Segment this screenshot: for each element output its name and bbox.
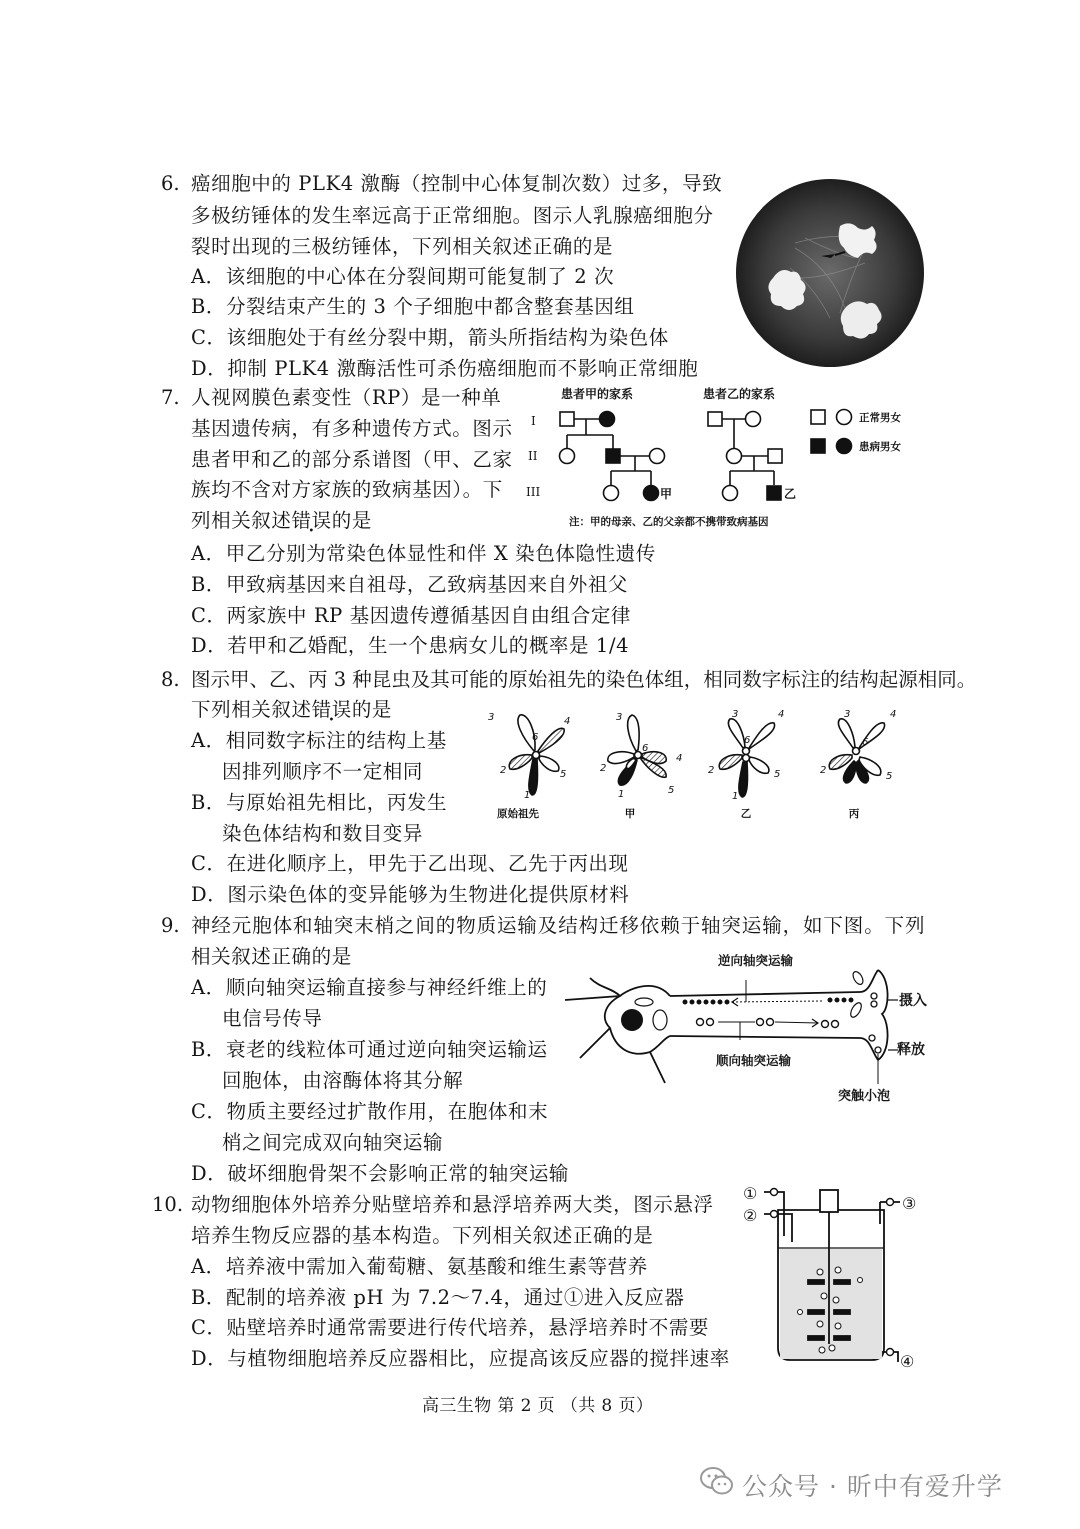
- chrom-num: 5: [668, 785, 675, 796]
- port-1: ①: [743, 1184, 758, 1203]
- label-retrograde: 逆向轴突运输: [718, 953, 794, 968]
- q6-stem-2: 多极纺锤体的发生率远高于正常细胞。图示人乳腺癌细胞分: [191, 204, 714, 227]
- q8-option-c: C．在进化顺序上，甲先于乙出现、乙先于丙出现: [191, 852, 629, 875]
- watermark-text: 公众号 · 昕中有爱升学: [742, 1472, 1003, 1501]
- pedigree-lines: [525, 383, 930, 533]
- q7-stem-2: 基因遗传病，有多种遗传方式。图示: [191, 417, 513, 440]
- q10-option-b: B．配制的培养液 pH 为 7.2～7.4，通过①进入反应器: [191, 1286, 685, 1309]
- chrom-num: 3: [616, 712, 623, 723]
- q10-option-a: A．培养液中需加入葡萄糖、氨基酸和维生素等营养: [191, 1255, 648, 1278]
- q8-emph-word: 错误: [311, 698, 352, 721]
- port-4: ④: [900, 1352, 915, 1371]
- q8-stem-2: 下列相关叙述错误的是: [191, 698, 393, 721]
- q9-number: 9.: [161, 914, 180, 937]
- q7-option-b: B．甲致病基因来自祖母，乙致病基因来自外祖父: [191, 573, 629, 596]
- pedigree-title-b: 患者乙的家系: [703, 387, 776, 401]
- spindle-micrograph: [735, 178, 925, 368]
- port-2: ②: [743, 1206, 758, 1225]
- q6-number: 6.: [161, 172, 180, 195]
- page-footer: 高三生物 第 2 页 （共 8 页）: [422, 1396, 654, 1416]
- q6-option-a: A．该细胞的中心体在分裂间期可能复制了 2 次: [191, 265, 615, 288]
- label-jia: 甲: [660, 487, 673, 501]
- q6-stem-1: 癌细胞中的 PLK4 激酶（控制中心体复制次数）过多，导致: [191, 172, 723, 195]
- q10-option-c: C．贴壁培养时通常需要进行传代培养，悬浮培养时不需要: [191, 1316, 710, 1339]
- q9-stem-2: 相关叙述正确的是: [191, 945, 352, 968]
- q9-option-d: D．破坏细胞骨架不会影响正常的轴突运输: [191, 1162, 570, 1185]
- q6-stem-3: 裂时出现的三极纺锤体，下列相关叙述正确的是: [191, 235, 614, 258]
- chrom-num: 4: [890, 709, 897, 720]
- chrom-num: 4: [676, 753, 683, 764]
- chrom-num: 4: [778, 709, 785, 720]
- q8-option-b-cont: 染色体结构和数目变异: [222, 822, 424, 845]
- pedigree-title-a: 患者甲的家系: [561, 387, 634, 401]
- q7-emph-word: 错误: [291, 509, 332, 532]
- q9-option-c-cont: 梢之间完成双向轴突运输: [222, 1131, 444, 1154]
- label-yi: 乙: [784, 487, 797, 501]
- q9-option-a: A．顺向轴突运输直接参与神经纤维上的: [191, 976, 548, 999]
- q7-option-d: D．若甲和乙婚配，生一个患病女儿的概率是 1/4: [191, 634, 630, 657]
- q7-number: 7.: [161, 386, 180, 409]
- q10-option-d: D．与植物细胞培养反应器相比，应提高该反应器的搅拌速率: [191, 1347, 730, 1370]
- q7-option-c: C．两家族中 RP 基因遗传遵循基因自由组合定律: [191, 604, 632, 627]
- legend-affected: 患病男女: [859, 441, 901, 453]
- q8-stem-1: 图示甲、乙、丙 3 种昆虫及其可能的原始祖先的染色体组，相同数字标注的结构起源相同。: [191, 668, 977, 691]
- chrom-label-bing: 丙: [848, 808, 860, 820]
- q7-stem-5: 列相关叙述错误的是: [191, 509, 372, 532]
- label-release: 释放: [897, 1042, 925, 1058]
- chrom-num: 1: [524, 790, 531, 801]
- q8-option-d: D．图示染色体的变异能够为生物进化提供原材料: [191, 883, 630, 906]
- pedigree-note: 注：甲的母亲、乙的父亲都不携带致病基因: [569, 516, 769, 528]
- q9-option-c: C．物质主要经过扩散作用，在胞体和末: [191, 1100, 549, 1123]
- legend-normal: 正常男女: [859, 412, 901, 424]
- q9-stem-1: 神经元胞体和轴突末梢之间的物质运输及结构迁移依赖于轴突运输，如下图。下列: [191, 914, 926, 937]
- chrom-label-ancestor: 原始祖先: [497, 808, 539, 820]
- q10-number: 10.: [152, 1193, 184, 1216]
- gen-label-iii: III: [526, 485, 541, 499]
- q10-stem-2: 培养生物反应器的基本构造。下列相关叙述正确的是: [191, 1224, 654, 1247]
- q9-option-b: B．衰老的线粒体可通过逆向轴突运输运: [191, 1038, 548, 1061]
- chrom-num: 6: [642, 743, 649, 754]
- chrom-label-yi: 乙: [740, 808, 752, 820]
- port-3: ③: [902, 1194, 917, 1213]
- chrom-num: 6: [744, 735, 751, 746]
- chrom-num: 2: [820, 765, 827, 776]
- q8-option-a-cont: 因排列顺序不一定相同: [222, 760, 424, 783]
- q6-option-b: B．分裂结束产生的 3 个子细胞中都含整套基因组: [191, 295, 635, 318]
- gen-label-ii: II: [528, 449, 538, 463]
- chrom-num: 6: [862, 737, 869, 748]
- q9-option-a-cont: 电信号传导: [222, 1007, 323, 1030]
- neuron-figure: [560, 948, 940, 1108]
- q8-option-b: B．与原始祖先相比，丙发生: [191, 791, 448, 814]
- chrom-num: 2: [500, 765, 507, 776]
- q8-option-a: A．相同数字标注的结构上基: [191, 729, 447, 752]
- chrom-num: 6: [532, 732, 539, 743]
- wechat-icon: [700, 1466, 734, 1496]
- chrom-num: 3: [844, 709, 851, 720]
- pedigree-figure: [525, 383, 930, 533]
- chrom-num: 5: [774, 769, 781, 780]
- chrom-num: 3: [488, 712, 495, 723]
- label-uptake: 摄入: [899, 993, 927, 1009]
- chrom-num: 5: [886, 771, 893, 782]
- chrom-num: 4: [564, 716, 571, 727]
- q10-stem-1: 动物细胞体外培养分贴壁培养和悬浮培养两大类，图示悬浮: [191, 1193, 714, 1216]
- q6-option-c: C．该细胞处于有丝分裂中期，箭头所指结构为染色体: [191, 326, 669, 349]
- q7-stem-4: 族均不含对方家族的致病基因）。下: [191, 478, 503, 501]
- chromosome-figure: [478, 705, 933, 823]
- chrom-num: 1: [618, 789, 625, 800]
- q7-stem-1: 人视网膜色素变性（RP）是一种单: [191, 386, 502, 409]
- chrom-num: 2: [708, 765, 715, 776]
- q7-stem-3: 患者甲和乙的部分系谱图（甲、乙家: [191, 448, 513, 471]
- label-vesicle: 突触小泡: [838, 1089, 891, 1104]
- q7-option-a: A．甲乙分别为常染色体显性和伴 X 染色体隐性遗传: [191, 542, 656, 565]
- q9-option-b-cont: 回胞体，由溶酶体将其分解: [222, 1069, 464, 1092]
- chrom-num: 1: [732, 791, 739, 802]
- chrom-num: 3: [732, 709, 739, 720]
- chrom-label-jia: 甲: [624, 808, 636, 820]
- chrom-num: 5: [560, 769, 567, 780]
- q8-number: 8.: [161, 668, 180, 691]
- gen-label-i: I: [531, 414, 536, 428]
- label-anterograde: 顺向轴突运输: [716, 1053, 792, 1068]
- chrom-num: 2: [600, 763, 607, 774]
- q6-option-d: D．抑制 PLK4 激酶活性可杀伤癌细胞而不影响正常细胞: [191, 357, 699, 380]
